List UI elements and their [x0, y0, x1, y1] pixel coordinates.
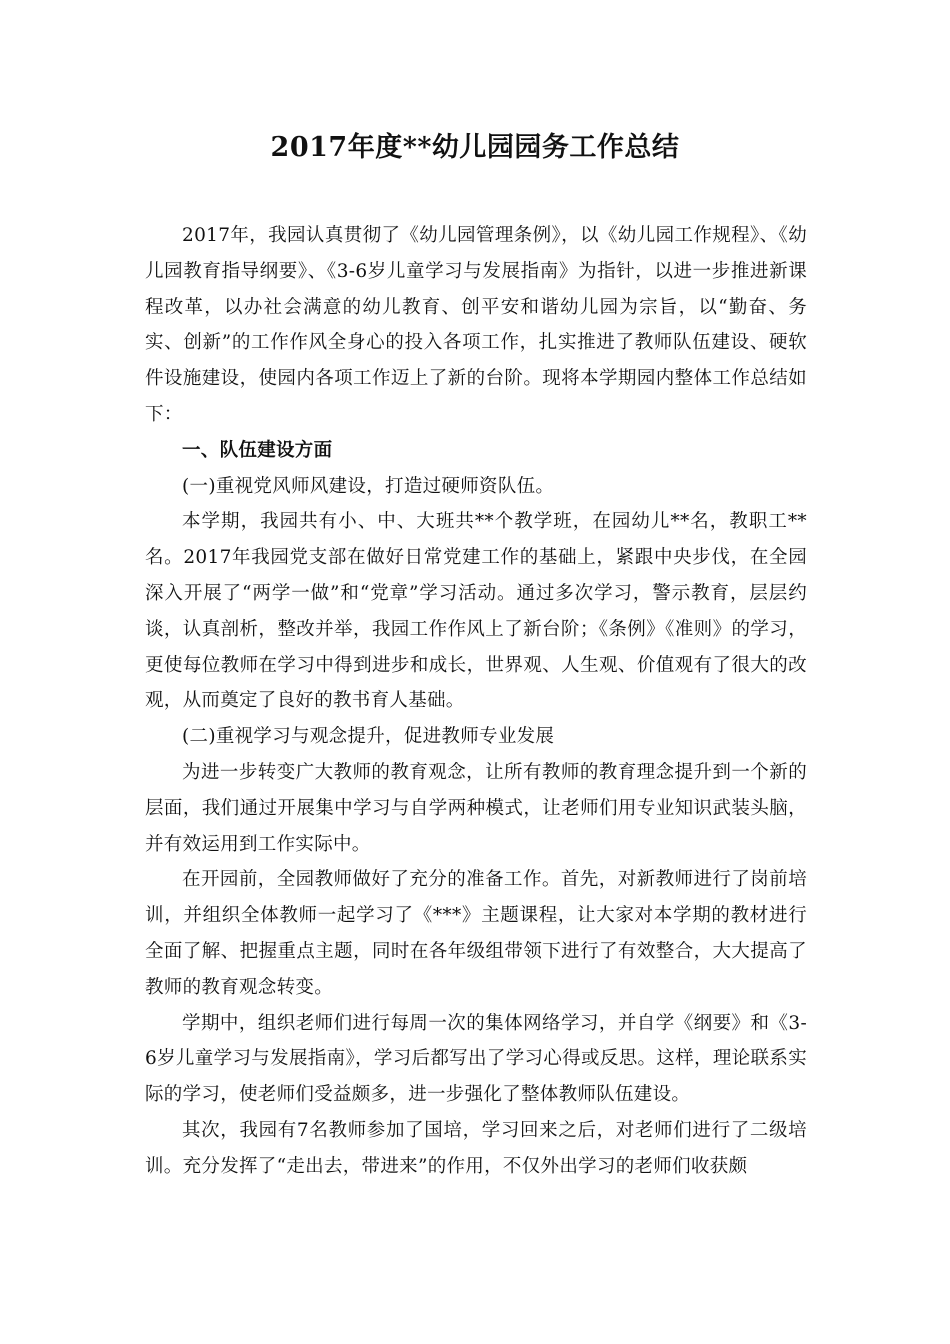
intro-paragraph: 2017年，我园认真贯彻了《幼儿园管理条例》，以《幼儿园工作规程》、《幼儿园教育指导纲要》、《3-6岁儿童学习与发展指南》为指针，以进一步推进新课程改革，以办社会满意的幼儿教育、创平安和谐幼儿园为宗旨，以“勤奋、务实、创新”的工作作风全身心的投入各项工作，扎实推进了教师队伍建设、硬软件设施建设，使园内各项工作迈上了新的台阶。现将本学期园内整体工作总结如下： — [145, 225, 807, 425]
document-title: 2017年度**幼儿园园务工作总结 — [270, 132, 680, 163]
paragraph-mid-term-study: 学期中，组织老师们进行每周一次的集体网络学习，并自学《纲要》和《3-6岁儿童学习与发展指南》，学习后都写出了学习心得或反思。这样，理论联系实际的学习，使老师们受益颇多，进一步强化了整体教师队伍建设。 — [145, 1012, 807, 1106]
section-heading-team-building: 一、队伍建设方面 — [182, 439, 333, 461]
subsection-heading-learning: (二)重视学习与观念提升，促进教师专业发展 — [182, 726, 555, 748]
document-body — [145, 218, 807, 1185]
paragraph-learning-modes: 为进一步转变广大教师的教育观念，让所有教师的教育理念提升到一个新的层面，我们通过开展集中学习与自学两种模式，让老师们用专业知识武装头脑，并有效运用到工作实际中。 — [145, 761, 807, 855]
paragraph-staff-overview: 本学期，我园共有小、中、大班共**个教学班，在园幼儿**名，教职工**名。2017年我园党支部在做好日常党建工作的基础上，紧跟中央步伐，在全园深入开展了“两学一做”和“党章”学习活动。通过多次学习，警示教育，层层约谈，认真剖析，整改并举，我园工作作风上了新台阶；《条例》《准则》的学习，更使每位教师在学习中得到进步和成长，世界观、人生观、价值观有了很大的改观，从而奠定了良好的教书育人基础。 — [145, 511, 807, 712]
subsection-heading-party-style: (一)重视党风师风建设，打造过硬师资队伍。 — [182, 475, 555, 497]
paragraph-pre-term-training: 在开园前，全园教师做好了充分的准备工作。首先，对新教师进行了岗前培训，并组织全体教师一起学习了《***》主题课程，让大家对本学期的教材进行全面了解、把握重点主题，同时在各年级组带领下进行了有效整合，大大提高了教师的教育观念转变。 — [145, 869, 807, 998]
paragraph-national-training: 其次，我园有7名教师参加了国培，学习回来之后，对老师们进行了二级培训。充分发挥了“走出去，带进来”的作用，不仅外出学习的老师们收获颇 — [145, 1119, 807, 1177]
